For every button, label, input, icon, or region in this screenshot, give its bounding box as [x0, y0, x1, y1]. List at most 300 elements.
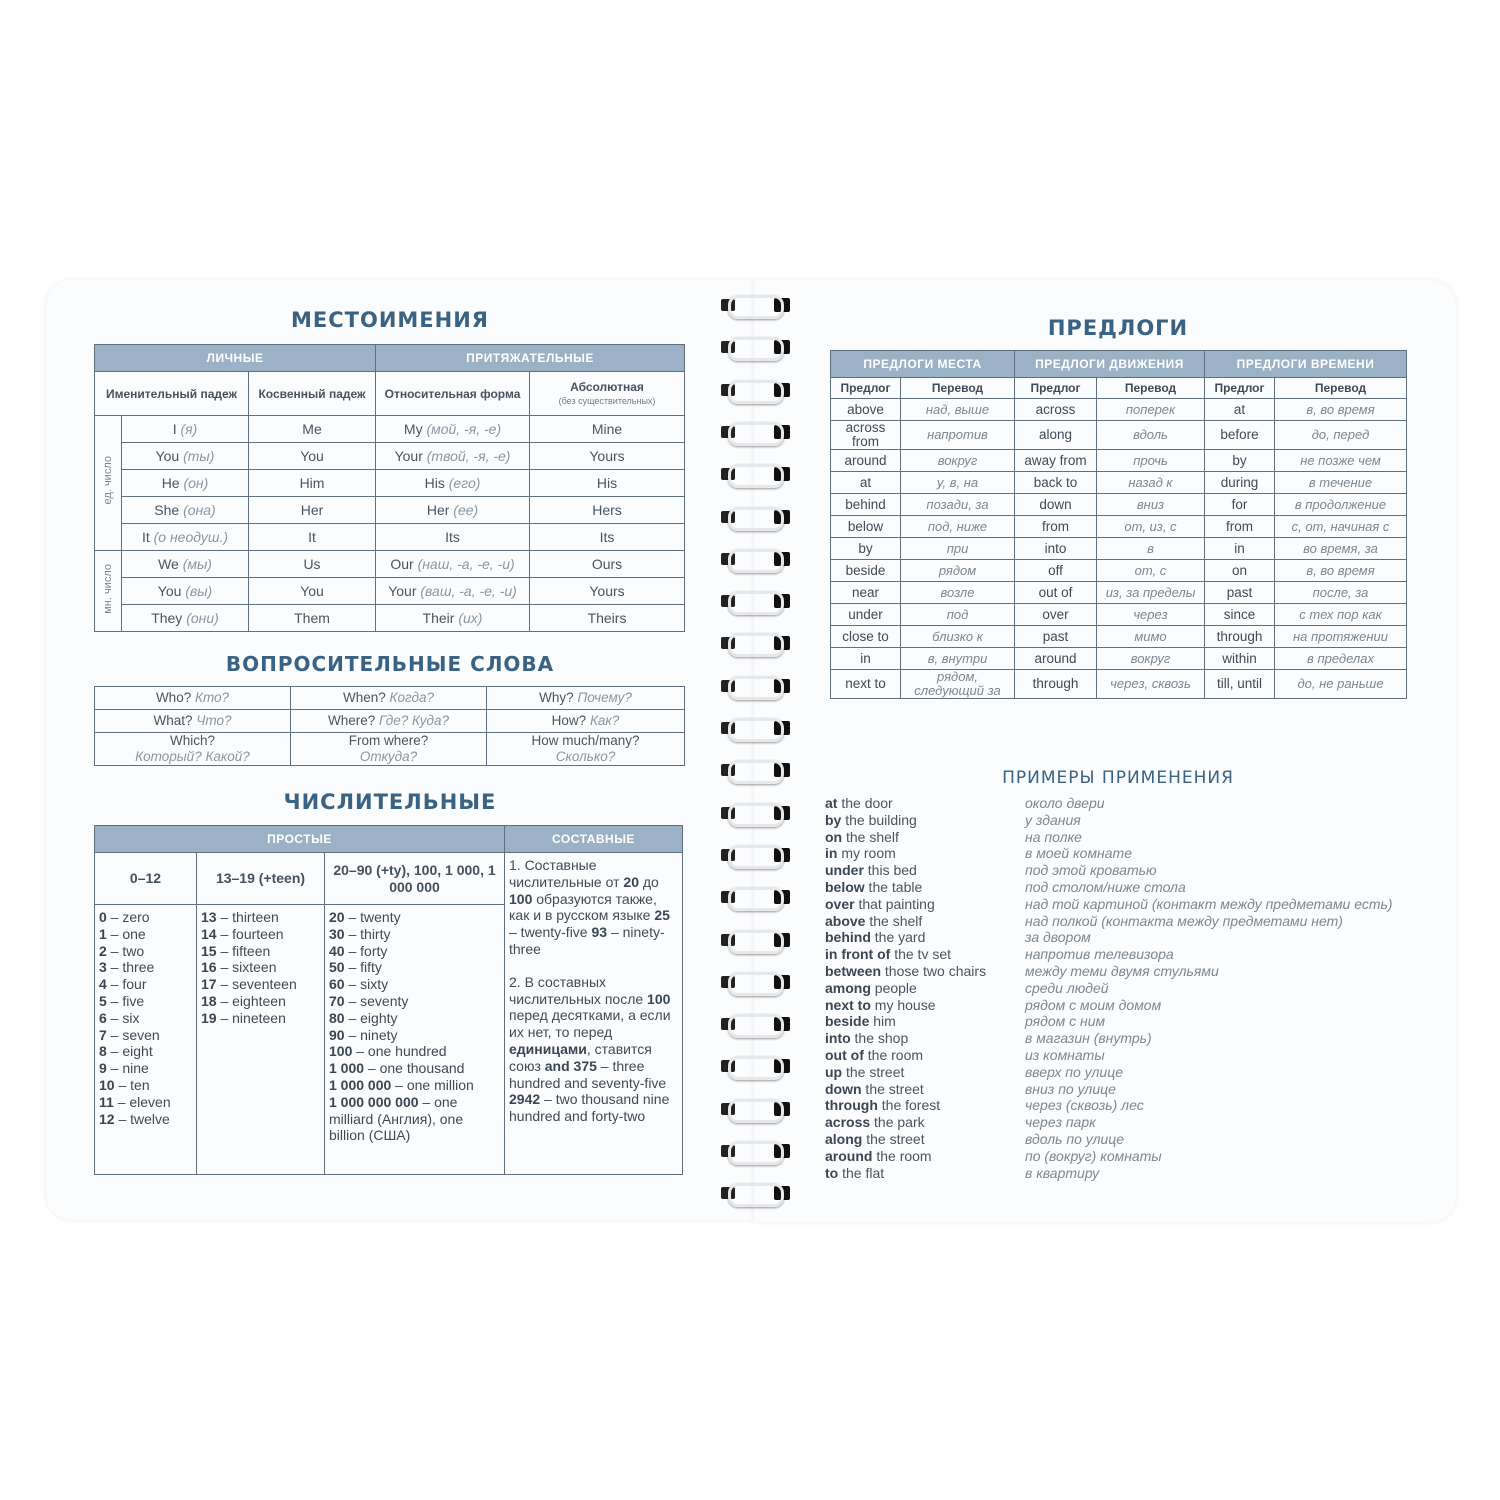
- text-span: Them: [294, 610, 330, 626]
- example-row: [825, 1097, 1445, 1114]
- pronoun-absolute: [530, 497, 685, 524]
- example-en: [825, 1114, 1025, 1131]
- example-en: [825, 1148, 1025, 1165]
- number-word: – fifty: [344, 959, 382, 976]
- table-row: [95, 710, 685, 733]
- spiral-ring: [714, 505, 792, 529]
- number-digit: 13: [201, 909, 217, 925]
- number-digit: 60: [329, 976, 345, 993]
- translation-cell: прочь: [1097, 450, 1205, 472]
- example-translation: вверх по улице: [1025, 1063, 1123, 1080]
- text-span: Our: [390, 556, 414, 572]
- preposition-cell: since: [1205, 604, 1275, 626]
- note-fragment: and: [544, 1057, 570, 1074]
- translation-cell: вдоль: [1097, 421, 1205, 450]
- spiral-ring: [714, 801, 792, 825]
- number-word: – fourteen: [216, 925, 284, 942]
- number-item: [99, 976, 192, 993]
- number-digit: 70: [329, 992, 345, 1009]
- pronoun-object: [249, 497, 376, 524]
- example-preposition: into: [825, 1030, 851, 1047]
- table-row: [831, 604, 1407, 626]
- example-translation: вдоль по улице: [1025, 1130, 1125, 1147]
- text-span: Yours: [589, 583, 625, 599]
- preposition-cell: for: [1205, 494, 1275, 516]
- table-row: [831, 560, 1407, 582]
- text-span: Her: [426, 502, 450, 518]
- text-span: Сколько?: [555, 749, 616, 764]
- spiral-ring: [714, 758, 792, 782]
- translation-cell: назад к: [1097, 472, 1205, 494]
- example-preposition: out of: [825, 1046, 864, 1063]
- example-preposition: among: [825, 979, 871, 996]
- prepositions-title: ПРЕДЛОГИ: [1047, 316, 1189, 340]
- translation-cell: в пределах: [1275, 648, 1407, 670]
- example-row: [825, 963, 1445, 980]
- number-word: – one million: [391, 1076, 474, 1093]
- note-fragment: 100: [509, 890, 533, 907]
- text-span: (они): [186, 610, 219, 626]
- translation-cell: до, не раньше: [1275, 670, 1407, 699]
- question-cell: [95, 733, 291, 766]
- example-row: [825, 829, 1445, 846]
- table-row: [95, 551, 685, 578]
- note-fragment: 100: [647, 990, 671, 1007]
- number-digit: 7: [99, 1026, 107, 1043]
- number-word: – five: [106, 992, 145, 1009]
- note-fragment: – ninety-three: [509, 924, 665, 957]
- text-span: His: [424, 475, 445, 491]
- example-en: [825, 929, 1025, 946]
- preposition-cell: around: [1015, 648, 1097, 670]
- translation-cell: до, перед: [1275, 421, 1407, 450]
- col-13-19: 13–19 (+teen): [197, 853, 325, 905]
- spiral-ring: [714, 547, 792, 571]
- example-phrase: my house: [870, 996, 936, 1013]
- example-phrase: those two chairs: [881, 962, 987, 979]
- example-translation: у здания: [1025, 811, 1081, 828]
- ring-wire: [728, 718, 784, 742]
- number-item: [99, 1094, 192, 1111]
- preposition-cell: next to: [831, 670, 901, 699]
- col-20-90: 20–90 (+ty), 100, 1 000, 1 000 000: [325, 853, 505, 905]
- preposition-cell: by: [1205, 450, 1275, 472]
- numerals-title: ЧИСЛИТЕЛЬНЫЕ: [283, 790, 497, 814]
- number-item: [99, 1111, 192, 1128]
- number-item: [329, 943, 500, 960]
- example-preposition: in: [825, 845, 838, 862]
- note-fragment: 20: [623, 873, 639, 890]
- number-item: [99, 993, 192, 1010]
- example-en: [825, 1165, 1025, 1182]
- question-cell: [95, 687, 291, 710]
- number-word: – seventy: [344, 992, 409, 1009]
- translation-cell: не позже чем: [1275, 450, 1407, 472]
- translation-cell: из, за пределы: [1097, 582, 1205, 604]
- number-digit: 50: [329, 959, 345, 976]
- example-phrase: him: [869, 1013, 896, 1030]
- number-digit: 4: [99, 976, 107, 993]
- example-translation: под столом/ниже стола: [1025, 878, 1186, 895]
- number-digit: 5: [99, 992, 107, 1009]
- number-word: – sixteen: [216, 959, 277, 976]
- table-row: [831, 626, 1407, 648]
- example-row: [825, 929, 1445, 946]
- example-translation: над той картиной (контакт между предметами есть): [1025, 895, 1393, 912]
- number-digit: 18: [201, 992, 217, 1009]
- preposition-cell: at: [831, 472, 901, 494]
- number-item: [329, 1094, 500, 1144]
- text-span: (ты): [183, 448, 215, 464]
- spiral-ring: [714, 462, 792, 486]
- translation-cell: позади, за: [901, 494, 1015, 516]
- preposition-cell: from: [1205, 516, 1275, 538]
- numbers-0-12: [95, 905, 197, 1175]
- col-0-12: 0–12: [95, 853, 197, 905]
- preposition-cell: across: [1015, 399, 1097, 421]
- text-span: You: [300, 448, 324, 464]
- note-fragment: – three hundred and seventy-five: [509, 1057, 667, 1091]
- spiral-ring: [714, 420, 792, 444]
- questions-title: ВОПРОСИТЕЛЬНЫЕ СЛОВА: [225, 652, 555, 676]
- table-row: [95, 733, 685, 766]
- translation-cell: от, с: [1097, 560, 1205, 582]
- question-cell: [487, 710, 685, 733]
- example-row: [825, 1081, 1445, 1098]
- example-phrase: that painting: [854, 895, 935, 912]
- example-en: [825, 795, 1025, 812]
- number-word: – zero: [106, 909, 150, 925]
- number-word: – four: [106, 976, 147, 993]
- translation-cell: вокруг: [901, 450, 1015, 472]
- note-fragment: 93: [591, 924, 608, 941]
- number-digit: 1 000 000: [329, 1076, 392, 1093]
- number-item: [329, 1043, 500, 1060]
- number-digit: 15: [201, 942, 217, 959]
- preposition-cell: below: [831, 516, 901, 538]
- table-row: [831, 494, 1407, 516]
- preposition-cell: above: [831, 399, 901, 421]
- spiral-ring: [714, 589, 792, 613]
- number-item: [329, 909, 500, 926]
- number-item: [99, 943, 192, 960]
- text-span: ед. число: [102, 456, 114, 505]
- text-span: Him: [299, 475, 325, 491]
- preposition-cell: across from: [831, 421, 901, 450]
- text-span: Your: [388, 583, 417, 599]
- example-preposition: over: [825, 895, 855, 912]
- example-phrase: the room: [872, 1147, 932, 1164]
- note-fragment: 375: [573, 1057, 597, 1074]
- compound-notes: [505, 853, 683, 1175]
- text-span: I: [172, 421, 177, 437]
- preposition-cell: in: [831, 648, 901, 670]
- question-cell: [487, 733, 685, 766]
- example-preposition: behind: [825, 929, 871, 946]
- preposition-cell: by: [831, 538, 901, 560]
- preposition-cell: at: [1205, 399, 1275, 421]
- note-fragment: 1. Составные числительные от: [509, 857, 624, 890]
- text-span: You: [300, 583, 324, 599]
- number-digit: 10: [99, 1076, 115, 1093]
- text-span: They: [151, 610, 183, 626]
- spiral-ring: [714, 1054, 792, 1078]
- pronoun-relative: [376, 470, 530, 497]
- pronoun-relative: [376, 605, 530, 632]
- example-translation: около двери: [1025, 795, 1105, 811]
- spiral-ring: [714, 1012, 792, 1036]
- number-item: [99, 1060, 192, 1077]
- text-span: She: [154, 502, 180, 518]
- preposition-cell: before: [1205, 421, 1275, 450]
- table-row: [831, 399, 1407, 421]
- text-span: Кто?: [194, 690, 230, 705]
- example-en: [825, 1081, 1025, 1098]
- translation-cell: возле: [901, 582, 1015, 604]
- pronoun-absolute: [530, 605, 685, 632]
- question-cell: [291, 710, 487, 733]
- note-fragment: единицами: [509, 1040, 587, 1057]
- text-span: From where?: [348, 733, 429, 748]
- preposition-cell: away from: [1015, 450, 1097, 472]
- number-digit: 16: [201, 959, 217, 976]
- text-span: (мой, -я, -е): [426, 421, 502, 437]
- question-cell: [291, 687, 487, 710]
- ring-wire: [728, 803, 784, 827]
- number-word: – nineteen: [216, 1009, 286, 1026]
- text-span: When?: [343, 690, 386, 705]
- pronoun-subject: [122, 443, 249, 470]
- note-fragment: образуются также, как и в русском языке: [509, 890, 657, 924]
- text-span: Где? Куда?: [379, 713, 450, 728]
- pronoun-absolute: [530, 551, 685, 578]
- example-preposition: below: [825, 878, 865, 895]
- question-cell: [487, 687, 685, 710]
- example-en: [825, 1131, 1025, 1148]
- table-row: [831, 421, 1407, 450]
- number-item: [201, 1010, 320, 1027]
- number-item: [99, 1043, 192, 1060]
- example-en: [825, 1047, 1025, 1064]
- example-phrase: the table: [864, 878, 923, 895]
- pronoun-object: [249, 470, 376, 497]
- sub-prep-2: Предлог: [1015, 378, 1097, 399]
- number-item: [99, 926, 192, 943]
- number-word: – thirty: [344, 925, 391, 942]
- preposition-cell: over: [1015, 604, 1097, 626]
- text-span: His: [596, 475, 618, 491]
- example-en: [825, 997, 1025, 1014]
- example-translation: под этой кроватью: [1025, 862, 1157, 879]
- example-row: [825, 997, 1445, 1014]
- translation-cell: рядом, следующий за: [901, 670, 1015, 699]
- example-preposition: down: [825, 1080, 862, 1097]
- ring-wire: [728, 676, 784, 700]
- example-en: [825, 980, 1025, 997]
- text-span: Why?: [539, 690, 574, 705]
- question-cell: [95, 710, 291, 733]
- pronoun-relative: [376, 551, 530, 578]
- example-preposition: next to: [825, 996, 871, 1013]
- note-fragment: 2942: [509, 1091, 541, 1108]
- number-word: – forty: [344, 942, 388, 959]
- preposition-cell: beside: [831, 560, 901, 582]
- spiral-ring: [714, 378, 792, 402]
- translation-cell: поперек: [1097, 399, 1205, 421]
- number-word: – one: [106, 925, 146, 942]
- example-en: [825, 862, 1025, 879]
- example-row: [825, 1114, 1445, 1131]
- number-item: [201, 959, 320, 976]
- text-span: Who?: [155, 690, 192, 705]
- text-span: What?: [153, 713, 193, 728]
- preposition-cell: near: [831, 582, 901, 604]
- prepositions-table: [830, 350, 1407, 699]
- preposition-cell: in: [1205, 538, 1275, 560]
- text-span: You: [157, 583, 182, 599]
- ring-wire: [728, 1056, 784, 1080]
- number-digit: 20: [329, 909, 345, 925]
- pronoun-subject: [122, 470, 249, 497]
- text-span: (его): [448, 475, 481, 491]
- example-row: [825, 1013, 1445, 1030]
- number-item: [329, 1077, 500, 1094]
- translation-cell: напротив: [901, 421, 1015, 450]
- ring-wire: [728, 464, 784, 488]
- translation-cell: во время, за: [1275, 538, 1407, 560]
- translation-cell: в, во время: [1275, 560, 1407, 582]
- example-phrase: the tv set: [890, 946, 952, 963]
- example-preposition: between: [825, 962, 882, 979]
- number-digit: 12: [99, 1110, 115, 1127]
- example-en: [825, 1097, 1025, 1114]
- example-preposition: up: [825, 1063, 843, 1080]
- sub-trans-2: Перевод: [1097, 378, 1205, 399]
- example-row: [825, 1165, 1445, 1182]
- ring-wire: [728, 1099, 784, 1123]
- example-phrase: the street: [842, 1063, 905, 1080]
- text-span: Which?: [169, 733, 215, 748]
- ring-wire: [728, 972, 784, 996]
- number-word: – seventeen: [216, 976, 297, 993]
- example-en: [825, 829, 1025, 846]
- number-digit: 17: [201, 976, 217, 993]
- example-preposition: above: [825, 912, 866, 929]
- text-span: Который? Какой?: [135, 749, 250, 764]
- ring-wire: [728, 422, 784, 446]
- number-word: – six: [106, 1009, 140, 1026]
- example-phrase: the shop: [850, 1030, 909, 1047]
- number-digit: 19: [201, 1009, 217, 1026]
- example-translation: через парк: [1025, 1114, 1096, 1131]
- example-en: [825, 1013, 1025, 1030]
- number-word: – twelve: [114, 1110, 170, 1127]
- table-row: [95, 687, 685, 710]
- pronoun-relative: [376, 416, 530, 443]
- ring-wire: [728, 337, 784, 361]
- example-en: [825, 963, 1025, 980]
- sub-trans-1: Перевод: [901, 378, 1015, 399]
- ring-wire: [728, 549, 784, 573]
- example-preposition: across: [825, 1114, 871, 1131]
- table-row: [831, 450, 1407, 472]
- table-row: [95, 470, 685, 497]
- example-preposition: beside: [825, 1013, 870, 1030]
- text-span: Yours: [589, 448, 625, 464]
- preposition-cell: behind: [831, 494, 901, 516]
- pronoun-object: [249, 524, 376, 551]
- example-preposition: by: [825, 811, 842, 828]
- table-row: [95, 578, 685, 605]
- number-digit: 1 000: [329, 1060, 365, 1077]
- number-digit: 80: [329, 1009, 345, 1026]
- translation-cell: после, за: [1275, 582, 1407, 604]
- example-phrase: the street: [861, 1080, 924, 1097]
- pronoun-object: [249, 416, 376, 443]
- example-phrase: this bed: [863, 862, 917, 879]
- compound-note-2: [509, 974, 678, 1125]
- group-motion: ПРЕДЛОГИ ДВИЖЕНИЯ: [1015, 351, 1205, 378]
- compound-note-1: [509, 857, 678, 958]
- pronoun-absolute: [530, 578, 685, 605]
- pronoun-relative: [376, 524, 530, 551]
- number-digit: 1: [99, 925, 107, 942]
- example-en: [825, 896, 1025, 913]
- text-span: Its: [445, 529, 460, 545]
- translation-cell: с, от, начиная с: [1275, 516, 1407, 538]
- example-en: [825, 845, 1025, 862]
- note-fragment: до: [638, 873, 659, 890]
- table-row: [95, 443, 685, 470]
- example-row: [825, 1148, 1445, 1165]
- number-item: [329, 1060, 500, 1077]
- ring-wire: [728, 507, 784, 531]
- example-preposition: in front of: [825, 946, 891, 963]
- translation-cell: под: [901, 604, 1015, 626]
- translation-cell: в, во время: [1275, 399, 1407, 421]
- sub-prep-3: Предлог: [1205, 378, 1275, 399]
- text-span: Когда?: [389, 690, 434, 705]
- example-translation: над полкой (контакта между предметами нет): [1025, 912, 1343, 929]
- example-translation: вниз по улице: [1025, 1080, 1116, 1097]
- text-span: Ours: [591, 556, 623, 572]
- example-phrase: the shelf: [842, 828, 899, 845]
- number-item: [329, 959, 500, 976]
- example-en: [825, 913, 1025, 930]
- pronoun-subject: [122, 524, 249, 551]
- number-item: [99, 909, 192, 926]
- example-phrase: people: [870, 979, 917, 996]
- number-item: [99, 1027, 192, 1044]
- pronoun-absolute: [530, 470, 685, 497]
- pronoun-subject: [122, 416, 249, 443]
- example-translation: на полке: [1025, 828, 1082, 845]
- preposition-cell: within: [1205, 648, 1275, 670]
- number-digit: 3: [99, 959, 107, 976]
- numerals-table: [94, 825, 683, 1175]
- question-cell: [291, 733, 487, 766]
- example-translation: в квартиру: [1025, 1164, 1100, 1181]
- number-word: – two: [106, 942, 145, 959]
- example-translation: по (вокруг) комнаты: [1025, 1147, 1162, 1164]
- text-span: Hers: [592, 502, 622, 518]
- number-item: [201, 976, 320, 993]
- example-translation: рядом с ним: [1025, 1013, 1106, 1030]
- example-phrase: my room: [837, 845, 896, 862]
- number-item: [329, 976, 500, 993]
- number-item: [329, 993, 500, 1010]
- translation-cell: на протяжении: [1275, 626, 1407, 648]
